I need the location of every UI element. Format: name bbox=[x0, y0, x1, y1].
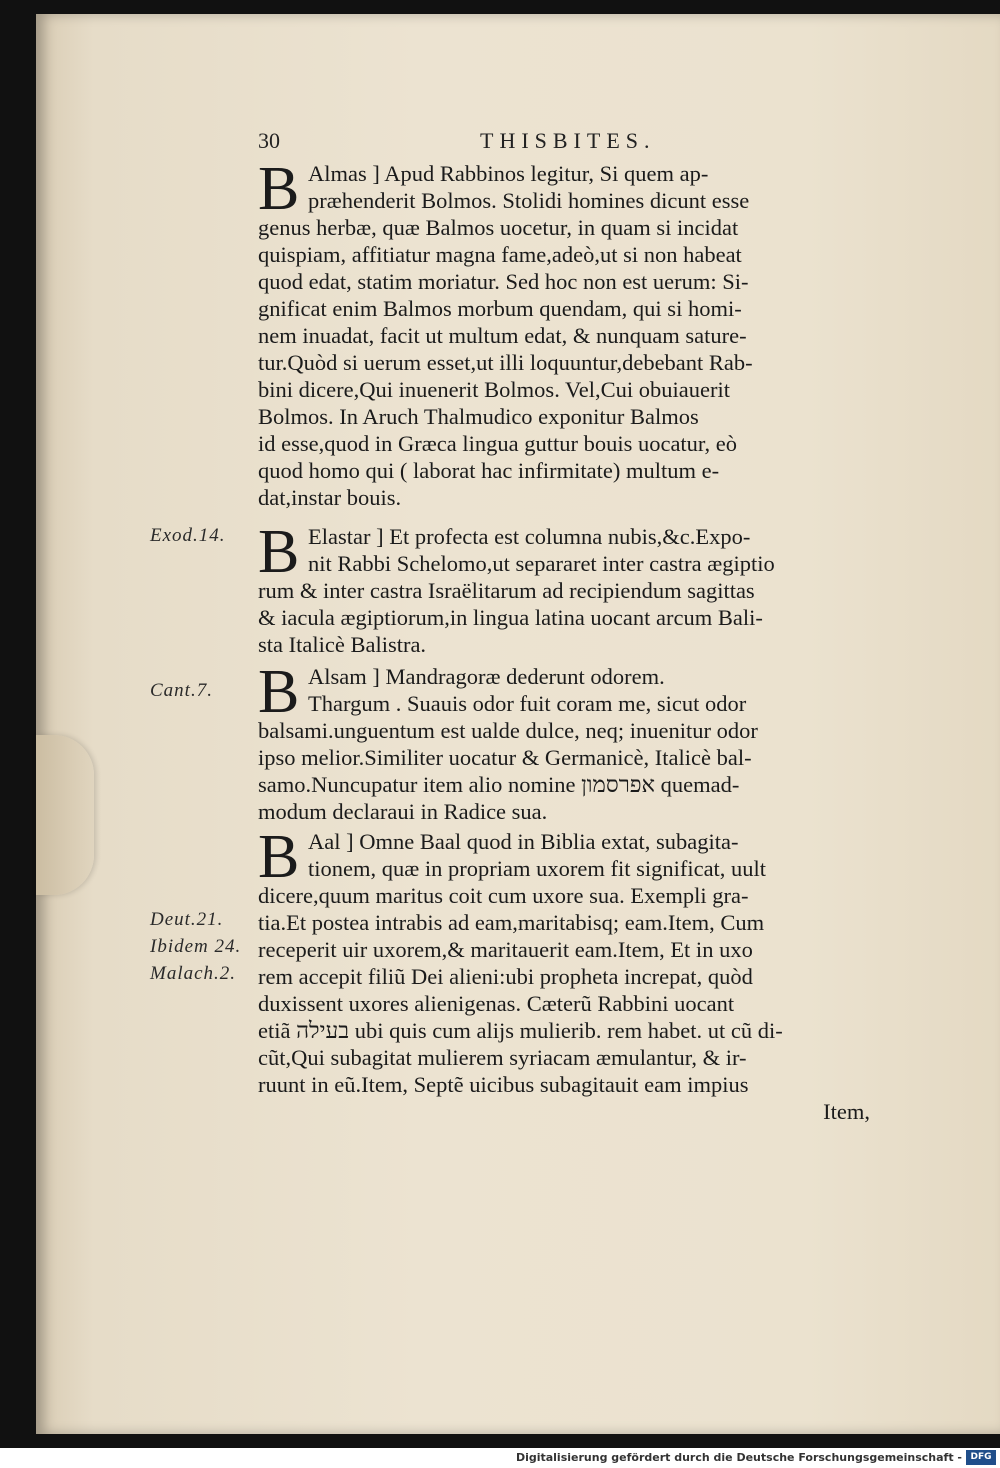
text-line: Elastar ] Et profecta est columna nubis,&c.Expo- bbox=[308, 524, 751, 549]
text-line: receperit uir uxorem,& maritauerit eam.Item, Et in uxo bbox=[258, 937, 753, 962]
text-line: ipso melior.Similiter uocatur & Germanicè, Italicè bal- bbox=[258, 745, 752, 770]
text-line: quod homo qui ( laborat hac infirmitate) multum e- bbox=[258, 458, 720, 483]
footer-bar bbox=[0, 1448, 1000, 1468]
drop-cap: B bbox=[258, 155, 300, 223]
text-line: rum & inter castra Israëlitarum ad recipiendum sagittas bbox=[258, 578, 755, 603]
drop-cap: B bbox=[258, 823, 300, 891]
text-line: dicere,quum maritus coit cum uxore sua. Exempli gra- bbox=[258, 883, 749, 908]
text-line: quod edat, statim moriatur. Sed hoc non est uerum: Si- bbox=[258, 269, 749, 294]
entry-balmos bbox=[258, 155, 890, 511]
text-line: præhenderit Bolmos. Stolidi homines dicunt esse bbox=[308, 188, 750, 213]
running-header bbox=[258, 128, 898, 158]
text-line: & iacula ægiptiorum,in lingua latina uocant arcum Bali- bbox=[258, 605, 763, 630]
margin-note: Deut.21. bbox=[150, 909, 224, 930]
text-line: Almas ] Apud Rabbinos legitur, Si quem ap- bbox=[308, 161, 709, 186]
text-line: gnificat enim Balmos morbum quendam, qui si homi- bbox=[258, 296, 742, 321]
entry-balsam bbox=[258, 658, 890, 825]
footer-credit: Digitalisierung gefördert durch die Deutsche Forschungsgemeinschaft - bbox=[515, 1451, 962, 1464]
entry-baal bbox=[258, 823, 890, 1125]
text-line: Alsam ] Mandragoræ dederunt odorem. bbox=[308, 664, 665, 689]
text-line: cũt,Qui subagitat mulierem syriacam æmulantur, & ir- bbox=[258, 1045, 747, 1070]
text-line: tur.Quòd si uerum esset,ut illi loquuntur,debebant Rab- bbox=[258, 350, 753, 375]
running-title: THISBITES. bbox=[480, 128, 656, 153]
text-line: duxissent uxores alienigenas. Cæterũ Rabbini uocant bbox=[258, 991, 735, 1016]
text-line: rem accepit filiũ Dei alieni:ubi propheta increpat, quòd bbox=[258, 964, 753, 989]
margin-note: Exod.14. bbox=[150, 525, 226, 546]
text-line: modum declaraui in Radice sua. bbox=[258, 799, 548, 824]
text-line: dat,instar bouis. bbox=[258, 485, 402, 510]
text-line: etiã בעילה ubi quis cum alijs mulierib. rem habet. ut cũ di- bbox=[258, 1018, 783, 1043]
catchword: Item, bbox=[823, 1099, 870, 1124]
text-line: genus herbæ, quæ Balmos uocetur, in quam si incidat bbox=[258, 215, 739, 240]
text-line: nit Rabbi Schelomo,ut separaret inter castra ægiptio bbox=[308, 551, 775, 576]
margin-note: Malach.2. bbox=[150, 963, 237, 984]
text-line: id esse,quod in Græca lingua guttur bouis uocatur, eò bbox=[258, 431, 738, 456]
text-line: samo.Nuncupatur item alio nomine אפרסמון quemad- bbox=[258, 772, 740, 797]
text-line: tionem, quæ in propriam uxorem fit significat, uult bbox=[308, 856, 767, 881]
text-line: Bolmos. In Aruch Thalmudico exponitur Balmos bbox=[258, 404, 699, 429]
text-line: quispiam, affitiatur magna fame,adeò,ut si non habeat bbox=[258, 242, 742, 267]
margin-note: Ibidem 24. bbox=[150, 936, 242, 957]
drop-cap: B bbox=[258, 658, 300, 726]
dfg-logo: DFG bbox=[966, 1450, 996, 1465]
text-line: ruunt in eũ.Item, Septẽ uicibus subagitauit eam impius bbox=[258, 1072, 749, 1097]
text-line: Thargum . Suauis odor fuit coram me, sicut odor bbox=[308, 691, 747, 716]
text-line: balsami.unguentum est ualde dulce, neq; inuenitur odor bbox=[258, 718, 758, 743]
page-tab-shadow bbox=[36, 735, 94, 895]
text-line: tia.Et postea intrabis ad eam,maritabisq; eam.Item, Cum bbox=[258, 910, 765, 935]
text-line: nem inuadat, facit ut multum edat, & nunquam sature- bbox=[258, 323, 747, 348]
drop-cap: B bbox=[258, 518, 300, 586]
text-line: bini dicere,Qui inuenerit Bolmos. Vel,Cui obuiauerit bbox=[258, 377, 731, 402]
text-line: Aal ] Omne Baal quod in Biblia extat, subagita- bbox=[308, 829, 739, 854]
page-number: 30 bbox=[258, 128, 280, 153]
text-line: sta Italicè Balistra. bbox=[258, 632, 427, 657]
margin-note: Cant.7. bbox=[150, 680, 213, 701]
entry-belastar bbox=[258, 518, 890, 658]
